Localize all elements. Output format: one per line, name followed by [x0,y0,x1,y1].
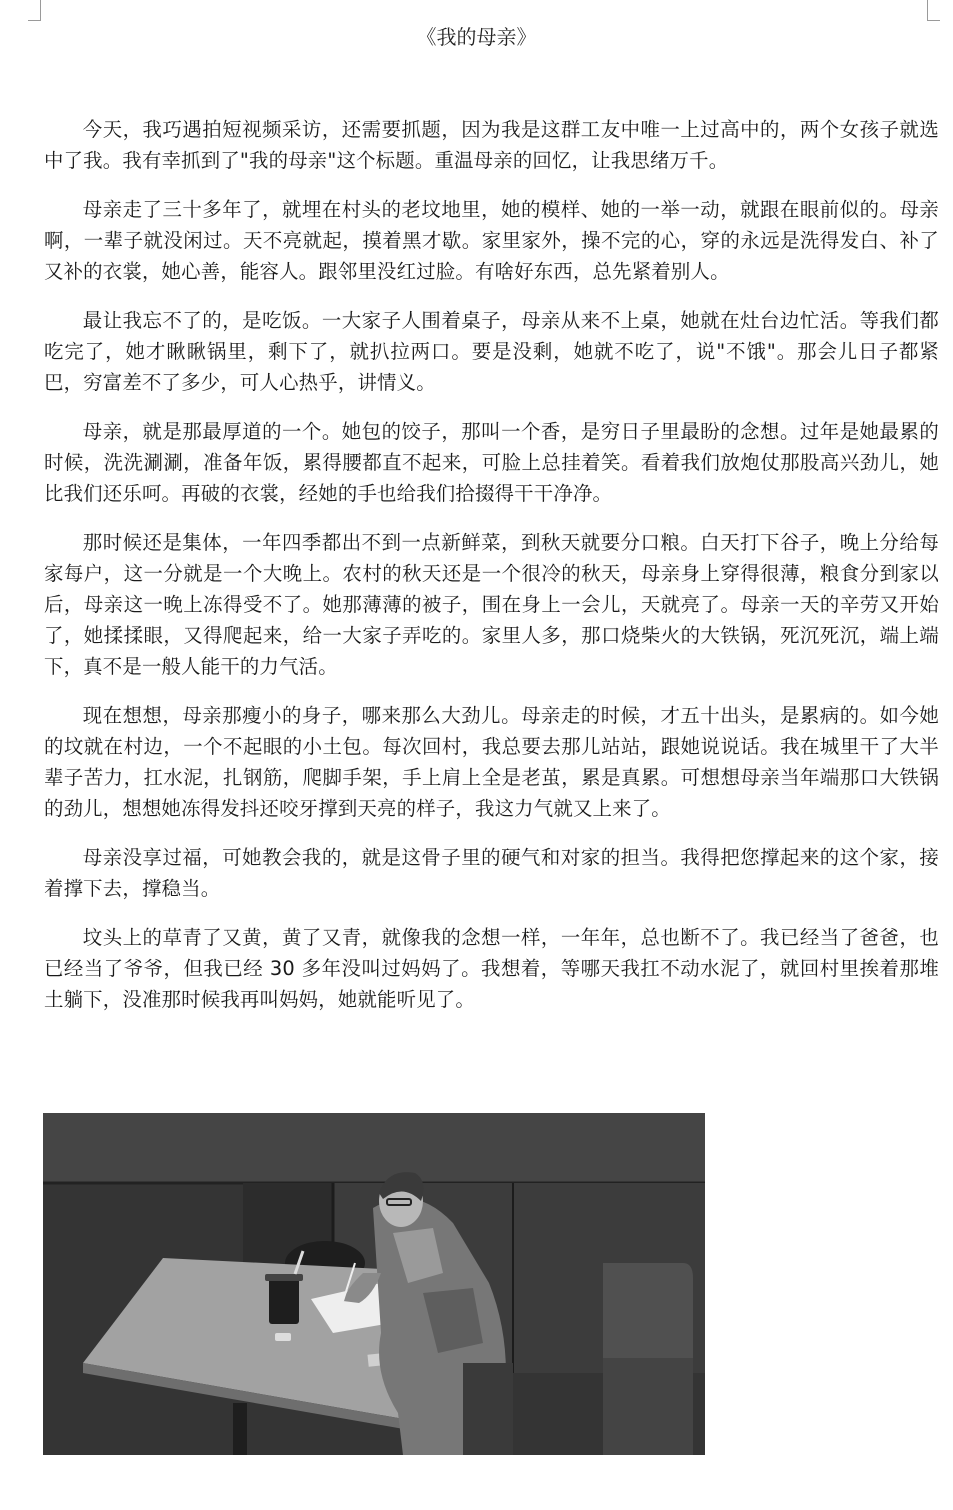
paragraph: 现在想想，母亲那瘦小的身子，哪来那么大劲儿。母亲走的时候，才五十出头，是累病的。如今她的坟就在村边，一个不起眼的小土包。每次回村，我总要去那儿站站，跟她说说话。我在城里干了大半辈子苦力，扛水泥，扎钢筋，爬脚手架，手上肩上全是老茧，累是真累。可想想母亲当年端那口大铁锅的劲儿，想想她冻得发抖还咬牙撑到天亮的样子，我这力气就又上来了。 [44,704,939,820]
document-body [44,114,939,1033]
paragraph: 最让我忘不了的，是吃饭。一大家子人围着桌子，母亲从来不上桌，她就在灶台边忙活。等我们都吃完了，她才瞅瞅锅里，剩下了，就扒拉两口。要是没剩，她就不吃了，说"不饿"。那会儿日子都紧巴，穷富差不了多少，可人心热乎，讲情义。 [44,309,939,394]
paragraph: 那时候还是集体，一年四季都出不到一点新鲜菜，到秋天就要分口粮。白天打下谷子，晚上分给每家每户，这一分就是一个大晚上。农村的秋天还是一个很冷的秋天，母亲身上穿得很薄，粮食分到家以后，母亲这一晚上冻得受不了。她那薄薄的被子，围在身上一会儿，天就亮了。母亲一天的辛劳又开始了，她揉揉眼，又得爬起来，给一大家子弄吃的。家里人多，那口烧柴火的大铁锅，死沉死沉，端上端下，真不是一般人能干的力气活。 [44,531,939,678]
page-corner-mark-right [927,0,940,21]
photo-man-writing [43,1113,705,1455]
document-title: 《我的母亲》 [416,25,537,49]
paragraph: 今天，我巧遇拍短视频采访，还需要抓题，因为我是这群工友中唯一上过高中的，两个女孩子就选中了我。我有幸抓到了"我的母亲"这个标题。重温母亲的回忆，让我思绪万千。 [44,118,939,172]
paragraph: 母亲没享过福，可她教会我的，就是这骨子里的硬气和对家的担当。我得把您撑起来的这个家，接着撑下去，撑稳当。 [44,846,939,900]
page-corner-mark-left [28,0,41,21]
paragraph: 母亲，就是那最厚道的一个。她包的饺子，那叫一个香，是穷日子里最盼的念想。过年是她最累的时候，洗洗涮涮，准备年饭，累得腰都直不起来，可脸上总挂着笑。看着我们放炮仗那股高兴劲儿，她比我们还乐呵。再破的衣裳，经她的手也给我们拾掇得干干净净。 [44,420,939,505]
paragraph: 坟头上的草青了又黄，黄了又青，就像我的念想一样，一年年，总也断不了。我已经当了爸爸，也已经当了爷爷，但我已经 30 多年没叫过妈妈了。我想着，等哪天我扛不动水泥了，就回村里挨着那堆土躺下，没准那时候我再叫妈妈，她就能听见了。 [44,926,939,1011]
photo-man-writing-icon [43,1113,705,1455]
paragraph: 母亲走了三十多年了，就埋在村头的老坟地里，她的模样、她的一举一动，就跟在眼前似的。母亲啊，一辈子就没闲过。天不亮就起，摸着黑才歇。家里家外，操不完的心，穿的永远是洗得发白、补了又补的衣裳，她心善，能容人。跟邻里没红过脸。有啥好东西，总先紧着别人。 [44,198,939,283]
